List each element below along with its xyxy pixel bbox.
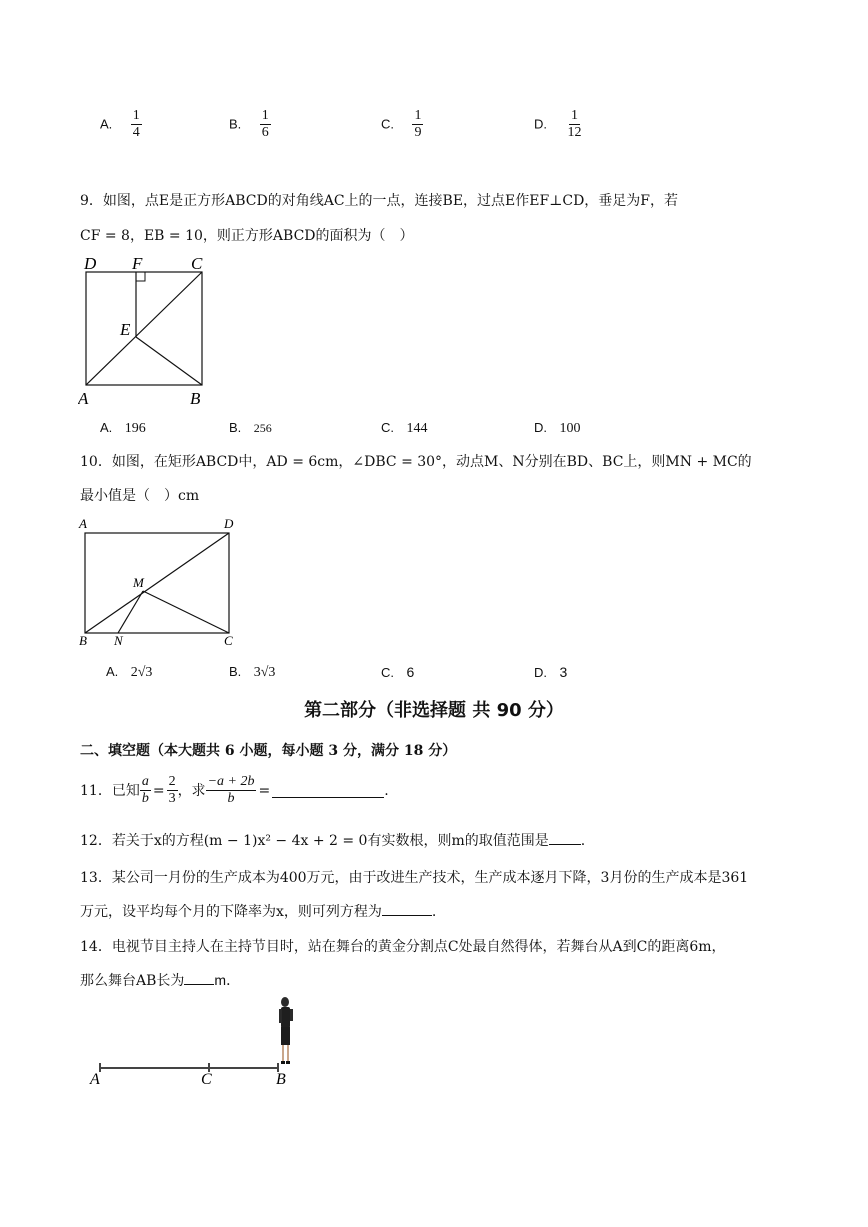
label-c: C	[191, 254, 203, 273]
option-label: C.	[381, 420, 394, 435]
option-label: A.	[100, 420, 113, 435]
q11-eq: =	[152, 782, 165, 799]
option-label: A.	[100, 116, 113, 132]
q14-line2	[80, 970, 240, 991]
q11-frac-expr	[206, 774, 257, 807]
q14-line2-text: 那么舞台AB长为	[80, 973, 185, 989]
diagonal-ac	[86, 272, 202, 385]
label-b: B	[276, 1071, 286, 1088]
q12-answer-blank	[549, 830, 581, 845]
q11	[80, 774, 389, 807]
q13-answer-blank	[382, 901, 432, 916]
q9-option-d	[534, 418, 580, 439]
frac-num: −a + 2b	[207, 774, 255, 789]
segment-mc	[143, 591, 229, 633]
option-label: B.	[229, 420, 242, 435]
option-value: 3√3	[253, 665, 276, 680]
option-fraction	[412, 108, 423, 141]
frac-num: 1	[414, 108, 422, 123]
label-m: M	[133, 575, 144, 590]
q13-line1: 13．某公司一月份的生产成本为400万元，由于改进生产技术，生产成本逐月下降，3月份的生产成本是361	[80, 870, 749, 886]
frac-den: 6	[261, 125, 269, 140]
q10-option-c	[381, 662, 414, 683]
option-label: D.	[534, 665, 547, 680]
q11-end: .	[384, 782, 389, 799]
frac-num: 1	[132, 108, 140, 123]
q9-line2: CF = 8，EB = 10，则正方形ABCD的面积为（ ）	[80, 228, 414, 244]
label-b: B	[190, 389, 201, 408]
frac-den: 4	[132, 125, 140, 140]
option-label: D.	[534, 420, 547, 435]
q9-square-figure	[78, 252, 218, 408]
q8-option-b	[229, 108, 271, 141]
label-f: F	[132, 254, 143, 273]
option-value: 256	[253, 421, 272, 435]
q9-line1: 9．如图，点E是正方形ABCD的对角线AC上的一点，连接BE，过点E作EF⊥CD，垂足为F，若	[80, 193, 679, 209]
q10-rectangle-figure	[76, 514, 246, 648]
frac-num: 2	[168, 774, 176, 789]
option-label: B.	[229, 664, 242, 679]
q8-option-a	[100, 108, 142, 141]
option-value: 2√3	[130, 665, 153, 680]
frac-den: 3	[168, 791, 176, 806]
q11-frac-23	[167, 774, 178, 807]
q11-eq2: =	[258, 782, 271, 799]
section2-title: 二、填空题（本大题共 6 小题，每小题 3 分，满分 18 分）	[80, 743, 457, 759]
option-value: 3	[559, 664, 568, 680]
q11-frac-ab	[140, 774, 151, 807]
label-e: E	[120, 320, 131, 339]
option-value: 100	[559, 421, 581, 436]
option-value: 144	[406, 421, 428, 436]
segment-eb	[136, 337, 202, 385]
option-label: D.	[534, 116, 547, 132]
q10-option-b	[229, 662, 275, 683]
q14-answer-blank	[184, 970, 214, 985]
q14-unit: m．	[214, 972, 241, 988]
q14-line1: 14．电视节目主持人在主持节目时，站在舞台的黄金分割点C处最自然得体，若舞台从A到C的距离6m，	[80, 939, 726, 955]
q9-option-b	[229, 418, 272, 438]
q11-prefix: 11．已知	[80, 782, 140, 799]
frac-num: 1	[570, 108, 578, 123]
label-a: A	[78, 389, 89, 408]
label-n: N	[114, 633, 123, 648]
q13-end: .	[431, 904, 437, 920]
frac-den: 12	[567, 125, 582, 140]
q10-option-a	[106, 662, 152, 683]
label-a: A	[90, 1071, 100, 1088]
option-fraction	[131, 108, 142, 141]
frac-den: b	[141, 791, 149, 806]
option-value: 6	[406, 664, 415, 680]
option-label: C.	[381, 116, 394, 132]
q10-option-d	[534, 662, 567, 683]
part2-title: 第二部分（非选择题 共 90 分）	[304, 700, 564, 721]
q12	[80, 830, 585, 851]
label-c: C	[201, 1071, 212, 1088]
q11-mid: ，求	[177, 782, 206, 799]
q9-option-a	[100, 418, 146, 439]
q12-text: 12．若关于x的方程(m − 1)x² − 4x + 2 = 0有实数根，则m的取值范围是	[80, 833, 549, 849]
option-label: A.	[106, 664, 119, 679]
option-fraction	[565, 108, 583, 141]
option-label: C.	[381, 665, 394, 680]
q10-line2: 最小值是（ ）cm	[80, 488, 200, 504]
frac-den: 9	[414, 125, 422, 140]
label-d: D	[224, 516, 234, 531]
q12-end: .	[580, 833, 586, 849]
q13-line2	[80, 901, 436, 922]
option-label: B.	[229, 116, 242, 132]
option-fraction	[260, 108, 271, 141]
q11-answer-blank	[272, 783, 384, 798]
host-person-icon	[279, 997, 293, 1064]
diagonal-bd	[85, 533, 229, 633]
q8-option-c	[381, 108, 423, 141]
frac-num: 1	[261, 108, 269, 123]
label-b: B	[79, 633, 87, 648]
q14-stage-figure	[84, 992, 304, 1092]
q13-line2-text: 万元，设平均每个月的下降率为x，则可列方程为	[80, 904, 382, 920]
q10-line1: 10．如图，在矩形ABCD中，AD = 6cm，∠DBC = 30°，动点M、N分别在BD、BC上，则MN + MC的	[80, 454, 752, 470]
segment-mn	[118, 591, 143, 633]
q8-option-d	[534, 108, 583, 141]
label-c: C	[224, 633, 233, 648]
frac-num: a	[141, 774, 149, 789]
frac-den: b	[227, 791, 235, 806]
option-value: 196	[124, 421, 146, 436]
label-d: D	[84, 254, 97, 273]
right-angle-mark	[136, 272, 145, 281]
q9-option-c	[381, 418, 427, 439]
label-a: A	[79, 516, 87, 531]
